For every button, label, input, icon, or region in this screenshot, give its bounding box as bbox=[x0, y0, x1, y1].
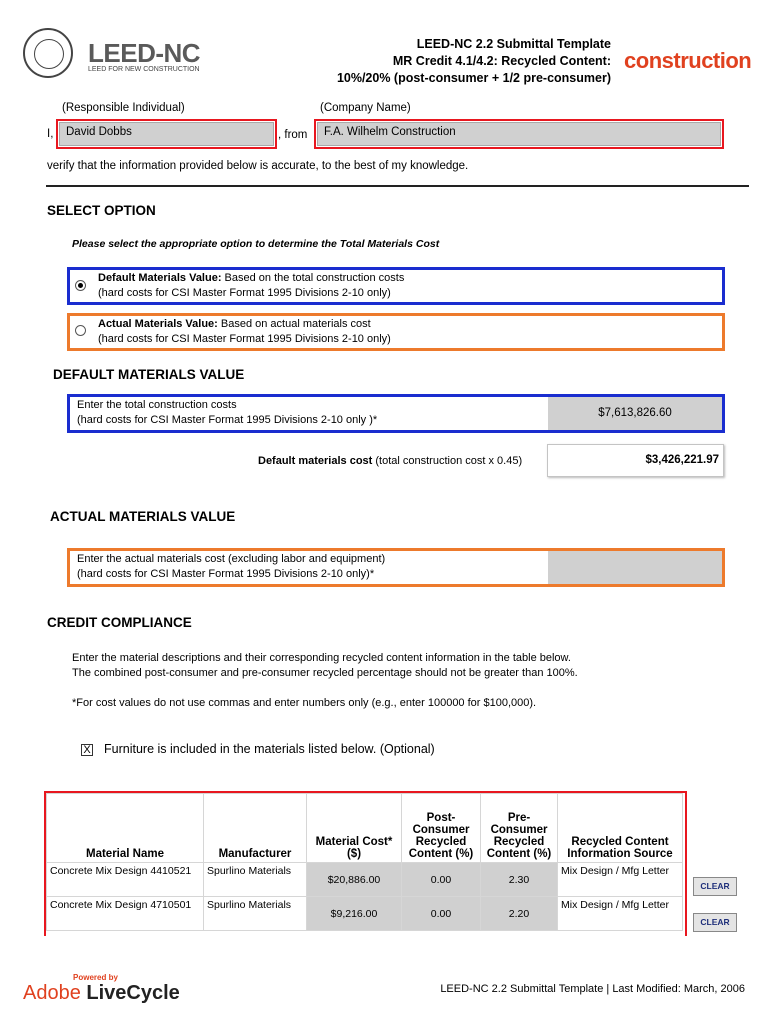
material-name-cell[interactable]: Concrete Mix Design 4710501 bbox=[47, 897, 204, 931]
table-row bbox=[47, 897, 683, 931]
material-cost-cell[interactable]: $20,886.00 bbox=[307, 863, 402, 897]
company-name-input[interactable]: F.A. Wilhelm Construction bbox=[317, 122, 721, 146]
leed-logo-subtitle: LEED FOR NEW CONSTRUCTION bbox=[88, 66, 200, 73]
actual-cost-line1: Enter the actual materials cost (excluding labor and equipment) bbox=[77, 553, 386, 565]
compliance-instructions bbox=[72, 651, 578, 681]
construction-cost-line1: Enter the total construction costs bbox=[77, 399, 237, 411]
template-title-block bbox=[337, 36, 611, 87]
adobe-livecycle-logo bbox=[23, 973, 180, 1005]
furniture-checkbox-label: Furniture is included in the materials listed below. (Optional) bbox=[104, 742, 435, 756]
footer-text: LEED-NC 2.2 Submittal Template | Last Modified: March, 2006 bbox=[440, 983, 745, 995]
col-information-source: Recycled Content Information Source bbox=[558, 794, 683, 863]
actual-option-radio[interactable] bbox=[75, 325, 86, 336]
actual-cost-instruction bbox=[77, 552, 385, 582]
select-option-instruction: Please select the appropriate option to determine the Total Materials Cost bbox=[72, 238, 440, 250]
col-material-name: Material Name bbox=[47, 794, 204, 863]
declaration-prefix: I, bbox=[47, 128, 54, 140]
table-row bbox=[47, 863, 683, 897]
default-materials-cost-label bbox=[258, 455, 522, 467]
credit-title: MR Credit 4.1/4.2: Recycled Content: bbox=[392, 54, 611, 68]
materials-table bbox=[46, 793, 683, 931]
col-material-cost: Material Cost* ($) bbox=[307, 794, 402, 863]
default-materials-cost-value: $3,426,221.97 bbox=[547, 444, 724, 477]
table-header-row bbox=[47, 794, 683, 863]
post-consumer-cell[interactable]: 0.00 bbox=[402, 897, 481, 931]
cost-value-note: *For cost values do not use commas and enter numbers only (e.g., enter 100000 for $100,000). bbox=[72, 697, 537, 709]
default-option-label: Default Materials Value: bbox=[98, 272, 222, 284]
compliance-para2: The combined post-consumer and pre-consumer recycled percentage should not be greater than 100%. bbox=[72, 667, 578, 679]
col-manufacturer: Manufacturer bbox=[204, 794, 307, 863]
brand-c: c bbox=[624, 48, 636, 73]
leed-nc-logo: LEED-NC bbox=[88, 38, 201, 68]
clear-row-2-button[interactable]: CLEAR bbox=[693, 913, 737, 932]
responsible-individual-input[interactable]: David Dobbs bbox=[59, 122, 274, 146]
template-title: LEED-NC 2.2 Submittal Template bbox=[416, 37, 611, 51]
information-source-cell[interactable]: Mix Design / Mfg Letter bbox=[558, 897, 683, 931]
actual-cost-line2: (hard costs for CSI Master Format 1995 Divisions 2-10 only)* bbox=[77, 568, 375, 580]
total-construction-cost-input[interactable]: $7,613,826.60 bbox=[548, 397, 722, 430]
livecycle-text: LiveCycle bbox=[86, 982, 180, 1004]
verify-statement: verify that the information provided below is accurate, to the best of my knowledge. bbox=[47, 160, 469, 172]
compliance-para1: Enter the material descriptions and their corresponding recycled content information in the table below. bbox=[72, 652, 571, 664]
actual-materials-cost-input[interactable] bbox=[548, 551, 722, 584]
manufacturer-cell[interactable]: Spurlino Materials bbox=[204, 897, 307, 931]
default-option-desc2: (hard costs for CSI Master Format 1995 Divisions 2-10 only) bbox=[98, 287, 391, 299]
default-cost-label-rest: (total construction cost x 0.45) bbox=[372, 455, 523, 467]
adobe-text: Adobe bbox=[23, 982, 81, 1004]
post-consumer-cell[interactable]: 0.00 bbox=[402, 863, 481, 897]
pre-consumer-cell[interactable]: 2.30 bbox=[481, 863, 558, 897]
usgbc-seal-logo bbox=[23, 28, 73, 78]
company-name-label: (Company Name) bbox=[320, 102, 411, 114]
default-option-radio[interactable] bbox=[75, 280, 86, 291]
from-text: , from bbox=[278, 129, 308, 141]
brand-rest: onstruction bbox=[635, 48, 752, 73]
section-divider bbox=[46, 185, 749, 187]
information-source-cell[interactable]: Mix Design / Mfg Letter bbox=[558, 863, 683, 897]
default-option-desc: Based on the total construction costs bbox=[221, 272, 405, 284]
material-name-cell[interactable]: Concrete Mix Design 4410521 bbox=[47, 863, 204, 897]
col-post-consumer: Post-Consumer Recycled Content (%) bbox=[402, 794, 481, 863]
pre-consumer-cell[interactable]: 2.20 bbox=[481, 897, 558, 931]
clear-row-1-button[interactable]: CLEAR bbox=[693, 877, 737, 896]
credit-subtitle: 10%/20% (post-consumer + 1/2 pre-consumer) bbox=[336, 71, 611, 85]
col-pre-consumer: Pre-Consumer Recycled Content (%) bbox=[481, 794, 558, 863]
actual-option-text bbox=[98, 317, 391, 347]
select-option-heading: SELECT OPTION bbox=[47, 203, 156, 218]
default-materials-heading: DEFAULT MATERIALS VALUE bbox=[53, 367, 245, 382]
construction-cost-instruction bbox=[77, 398, 377, 428]
actual-option-label: Actual Materials Value: bbox=[98, 318, 218, 330]
furniture-checkbox[interactable]: X bbox=[81, 744, 93, 756]
responsible-individual-label: (Responsible Individual) bbox=[62, 102, 185, 114]
credit-compliance-heading: CREDIT COMPLIANCE bbox=[47, 615, 192, 630]
default-cost-label-bold: Default materials cost bbox=[258, 455, 373, 467]
default-option-text bbox=[98, 271, 404, 301]
powered-by-text: Powered by bbox=[73, 973, 118, 982]
actual-option-desc: Based on actual materials cost bbox=[217, 318, 371, 330]
manufacturer-cell[interactable]: Spurlino Materials bbox=[204, 863, 307, 897]
actual-option-desc2: (hard costs for CSI Master Format 1995 Divisions 2-10 only) bbox=[98, 333, 391, 345]
construction-brand-logo bbox=[624, 48, 751, 74]
material-cost-cell[interactable]: $9,216.00 bbox=[307, 897, 402, 931]
actual-materials-heading: ACTUAL MATERIALS VALUE bbox=[50, 509, 236, 524]
construction-cost-line2: (hard costs for CSI Master Format 1995 Divisions 2-10 only )* bbox=[77, 414, 378, 426]
